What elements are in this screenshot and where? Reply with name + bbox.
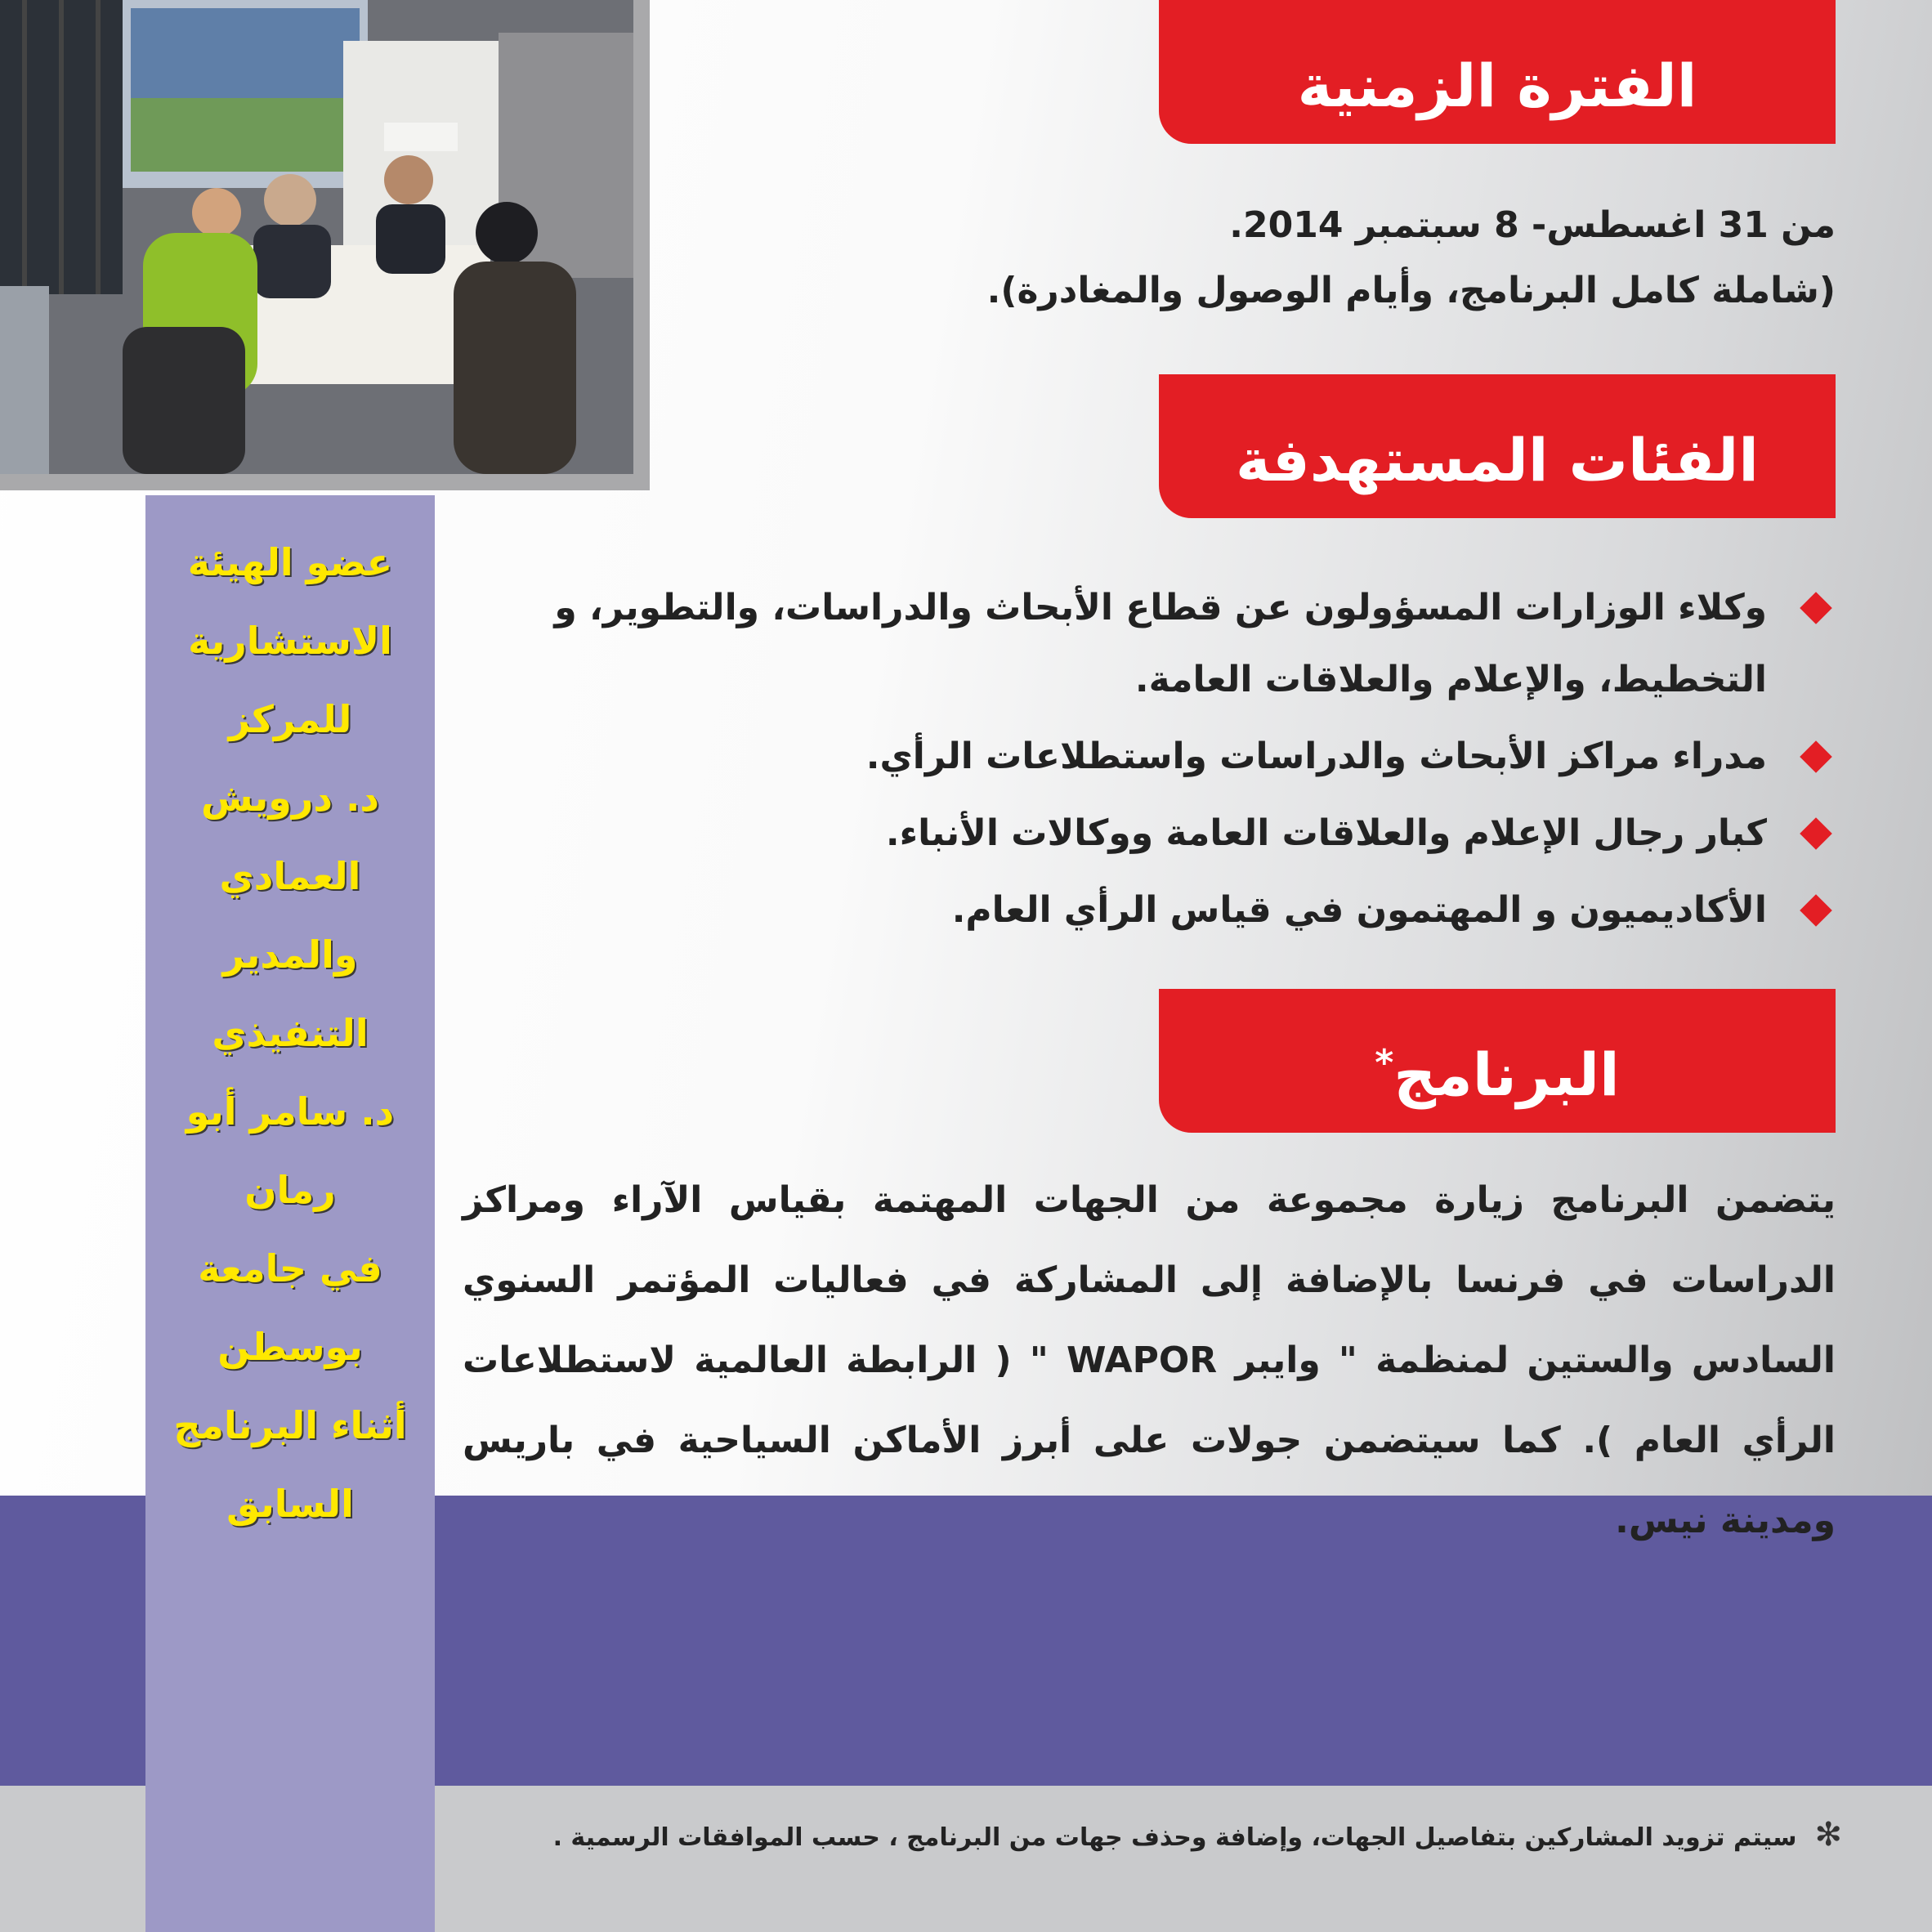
- list-item-text: الأكاديميون و المهتمون في قياس الرأي العام.: [951, 889, 1767, 931]
- list-item: [446, 721, 1836, 793]
- diamond-bullet-icon: [1800, 817, 1832, 850]
- photo-caption: [145, 523, 435, 1543]
- period-title: الفترة الزمنية: [1297, 51, 1697, 120]
- footnote: [289, 1814, 1842, 1858]
- program-header: [1159, 989, 1836, 1133]
- caption-line: في جامعة بوسطن: [198, 1246, 382, 1369]
- meeting-photo: [0, 0, 633, 474]
- caption-line: عضو الهيئة: [187, 540, 393, 584]
- asterisk-icon: ✻: [1814, 1816, 1842, 1854]
- program-description: يتضمن البرنامج زيارة مجموعة من الجهات المهتمة بقياس الآراء ومراكز الدراسات في فرنسا بالإضافة إلى المشاركة في فعاليات المؤتمر السنوي السادس والستين لمنظمة " وايبر WAPOR " ( الرابطة العالمية لاستطلاعات الرأي العام ). كما سيتضمن جولات على أبرز الأماكن السياحية في باريس ومدينة نيس.: [463, 1179, 1836, 1541]
- list-item: [446, 572, 1836, 716]
- diamond-bullet-icon: [1800, 740, 1832, 773]
- audience-list: [446, 572, 1836, 951]
- period-dates: من 31 اغسطس- 8 سبتمبر 2014.: [1229, 204, 1836, 246]
- list-item-text: وكلاء الوزارات المسؤولون عن قطاع الأبحاث والدراسات، والتطوير، و التخطيط، والإعلام والعلاقات العامة.: [554, 587, 1767, 700]
- footnote-text: سيتم تزويد المشاركين بتفاصيل الجهات، وإضافة وحذف جهات من البرنامج ، حسب الموافقات الرسمية .: [552, 1823, 1797, 1852]
- caption-line: والمدير التنفيذي: [212, 932, 369, 1055]
- period-header: [1159, 0, 1836, 144]
- meeting-photo-illustration: [0, 0, 633, 474]
- audience-title: الفئات المستهدفة: [1236, 426, 1759, 494]
- program-title: البرنامج: [1393, 1040, 1620, 1109]
- program-asterisk: *: [1375, 1042, 1394, 1084]
- photo-frame: [0, 0, 650, 490]
- diamond-bullet-icon: [1800, 592, 1832, 624]
- list-item: [446, 798, 1836, 870]
- period-note: (شاملة كامل البرنامج، وأيام الوصول والمغادرة).: [986, 270, 1836, 311]
- caption-line: الاستشارية للمركز: [188, 619, 392, 741]
- caption-line: د. درويش العمادي: [200, 776, 380, 898]
- caption-line: د. سامر أبو رمان: [186, 1089, 395, 1212]
- diamond-bullet-icon: [1800, 894, 1832, 927]
- caption-line: السابق: [226, 1482, 354, 1526]
- audience-header: [1159, 374, 1836, 518]
- period-details: [855, 193, 1836, 324]
- list-item: [446, 874, 1836, 946]
- list-item-text: مدراء مراكز الأبحاث والدراسات واستطلاعات الرأي.: [865, 736, 1767, 777]
- caption-line: أثناء البرنامج: [173, 1403, 407, 1447]
- list-item-text: كبار رجال الإعلام والعلاقات العامة ووكالات الأنباء.: [885, 812, 1767, 854]
